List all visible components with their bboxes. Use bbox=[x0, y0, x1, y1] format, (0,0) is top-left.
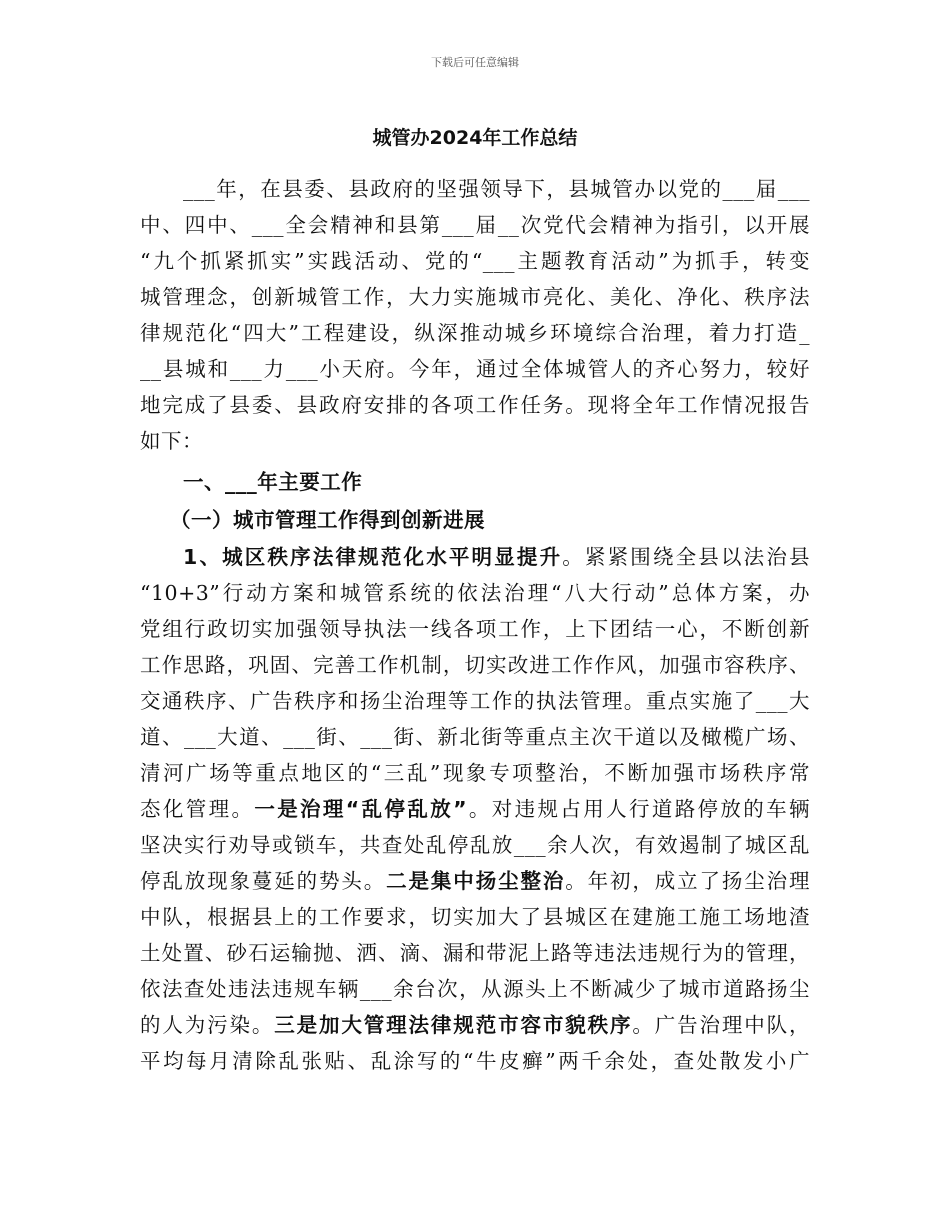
paragraph-line: “10+3”行动方案和城管系统的依法治理“八大行动”总体方案，办 bbox=[140, 581, 810, 605]
subsection-heading: （一）城市管理工作得到创新进展 bbox=[170, 508, 485, 532]
intro-line: “九个抓紧抓实”实践活动、党的“___主题教育活动”为抓手，转变 bbox=[140, 249, 810, 273]
intro-line: __县城和___力___小天府。今年，通过全体城管人的齐心努力，较好 bbox=[140, 357, 810, 381]
paragraph-line: 平均每月清除乱张贴、乱涂写的“牛皮癣”两千余处，查处散发小广 bbox=[140, 1049, 810, 1073]
intro-line: 城管理念，创新城管工作，大力实施城市亮化、美化、净化、秩序法 bbox=[140, 285, 810, 309]
intro-line: 律规范化“四大”工程建设，纵深推动城乡环境综合治理，着力打造_ bbox=[140, 321, 810, 345]
bold-lead: 1、城区秩序法律规范化水平明显提升 bbox=[183, 545, 563, 569]
paragraph-line: 清河广场等重点地区的“三乱”现象专项整治，不断加强市场秩序常 bbox=[140, 761, 810, 785]
intro-line: 中、四中、___全会精神和县第___届__次党代会精神为指引，以开展 bbox=[140, 213, 810, 237]
paragraph-line: 1、城区秩序法律规范化水平明显提升。紧紧围绕全县以法治县 bbox=[183, 545, 811, 569]
paragraph-line: 道、___大道、___街、___街、新北街等重点主次干道以及橄榄广场、 bbox=[140, 725, 810, 749]
paragraph-line: 依法查处违法违规车辆___余台次，从源头上不断减少了城市道路扬尘 bbox=[140, 977, 810, 1001]
paragraph-line: 的人为污染。三是加大管理法律规范市容市貌秩序。广告治理中队， bbox=[140, 1013, 811, 1037]
paragraph-line: 工作思路，巩固、完善工作机制，切实改进工作作风，加强市容秩序、 bbox=[140, 653, 810, 677]
intro-line: 如下： bbox=[140, 429, 203, 453]
intro-line: ___年，在县委、县政府的坚强领导下，县城管办以党的___届___ bbox=[183, 177, 810, 201]
paragraph-line: 态化管理。一是治理“乱停乱放”。对违规占用人行道路停放的车辆 bbox=[140, 797, 811, 821]
bold-phrase: 二是集中扬尘整治 bbox=[386, 869, 566, 893]
document-title: 城管办2024年工作总结 bbox=[372, 127, 578, 149]
paragraph-line: 停乱放现象蔓延的势头。二是集中扬尘整治。年初，成立了扬尘治理 bbox=[140, 869, 811, 893]
section-heading: 一、___年主要工作 bbox=[183, 470, 363, 494]
paragraph-line: 土处置、砂石运输抛、洒、滴、漏和带泥上路等违法违规行为的管理， bbox=[140, 941, 810, 965]
bold-phrase: 一是治理“乱停乱放” bbox=[254, 797, 468, 821]
paragraph-line: 坚决实行劝导或锁车，共查处乱停乱放___余人次，有效遏制了城区乱 bbox=[140, 833, 810, 857]
paragraph-line: 中队，根据县上的工作要求，切实加大了县城区在建施工施工场地渣 bbox=[140, 905, 810, 929]
paragraph-line: 交通秩序、广告秩序和扬尘治理等工作的执法管理。重点实施了___大 bbox=[140, 689, 810, 713]
paragraph-line: 党组行政切实加强领导执法一线各项工作，上下团结一心，不断创新 bbox=[140, 617, 810, 641]
bold-phrase: 三是加大管理法律规范市容市貌秩序 bbox=[274, 1013, 633, 1037]
page-header: 下载后可任意编辑 bbox=[431, 56, 519, 69]
intro-line: 地完成了县委、县政府安排的各项工作任务。现将全年工作情况报告 bbox=[140, 393, 810, 417]
